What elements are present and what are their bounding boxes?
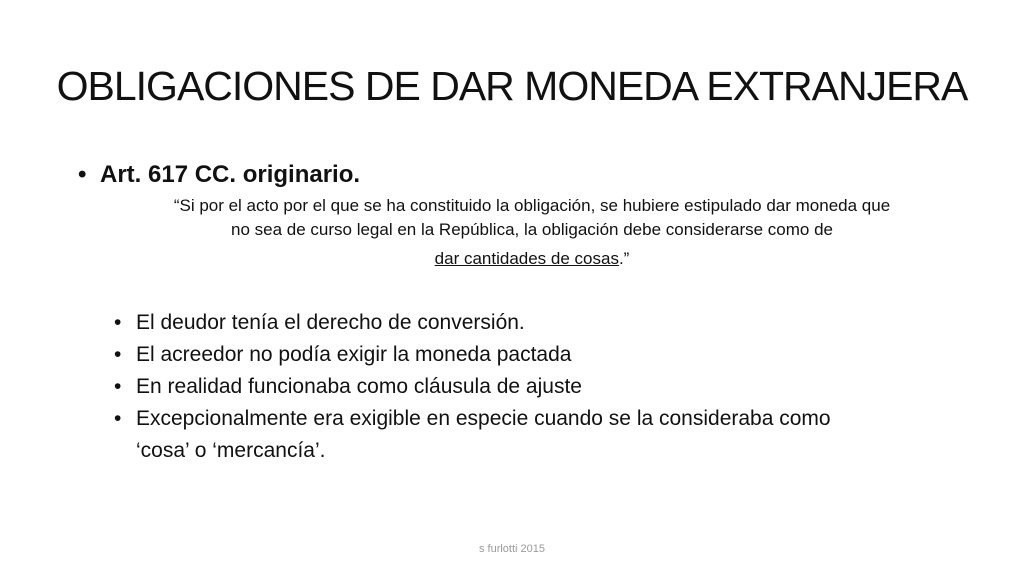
footer-credit: s furlotti 2015 — [478, 543, 546, 555]
list-item-text: El acreedor no podía exigir la moneda pactada — [136, 343, 572, 366]
list-item — [114, 371, 934, 403]
list-item — [114, 339, 934, 371]
bullet-dot-icon: • — [114, 407, 122, 430]
list-item-text-continued: ‘cosa’ o ‘mercancía’. — [136, 439, 326, 462]
quote-closing: .” — [618, 249, 630, 268]
sub-bullet-list — [114, 307, 934, 467]
quote-underlined-text: dar cantidades de cosas — [434, 249, 619, 268]
bullet-dot-icon: • — [114, 311, 122, 334]
quote-block — [112, 194, 952, 271]
main-bullet — [78, 160, 360, 190]
list-item-text: El deudor tenía el derecho de conversión. — [136, 311, 525, 334]
list-item — [114, 307, 934, 339]
bullet-dot-icon: • — [78, 161, 87, 188]
quote-line-1: “Si por el acto por el que se ha constituido la obligación, se hubiere estipulado dar moneda que — [173, 196, 891, 215]
list-item-text: En realidad funcionaba como cláusula de ajuste — [136, 375, 582, 398]
bullet-dot-icon: • — [114, 375, 122, 398]
bullet-dot-icon: • — [114, 343, 122, 366]
quote-line-2: no sea de curso legal en la República, la obligación debe considerarse como de — [231, 220, 833, 239]
list-item — [114, 403, 934, 467]
slide-title: OBLIGACIONES DE DAR MONEDA EXTRANJERA — [56, 63, 968, 109]
list-item-text: Excepcionalmente era exigible en especie cuando se la consideraba como — [136, 407, 831, 430]
main-bullet-text: Art. 617 CC. originario. — [100, 161, 361, 188]
quote-line-3 — [112, 247, 952, 271]
